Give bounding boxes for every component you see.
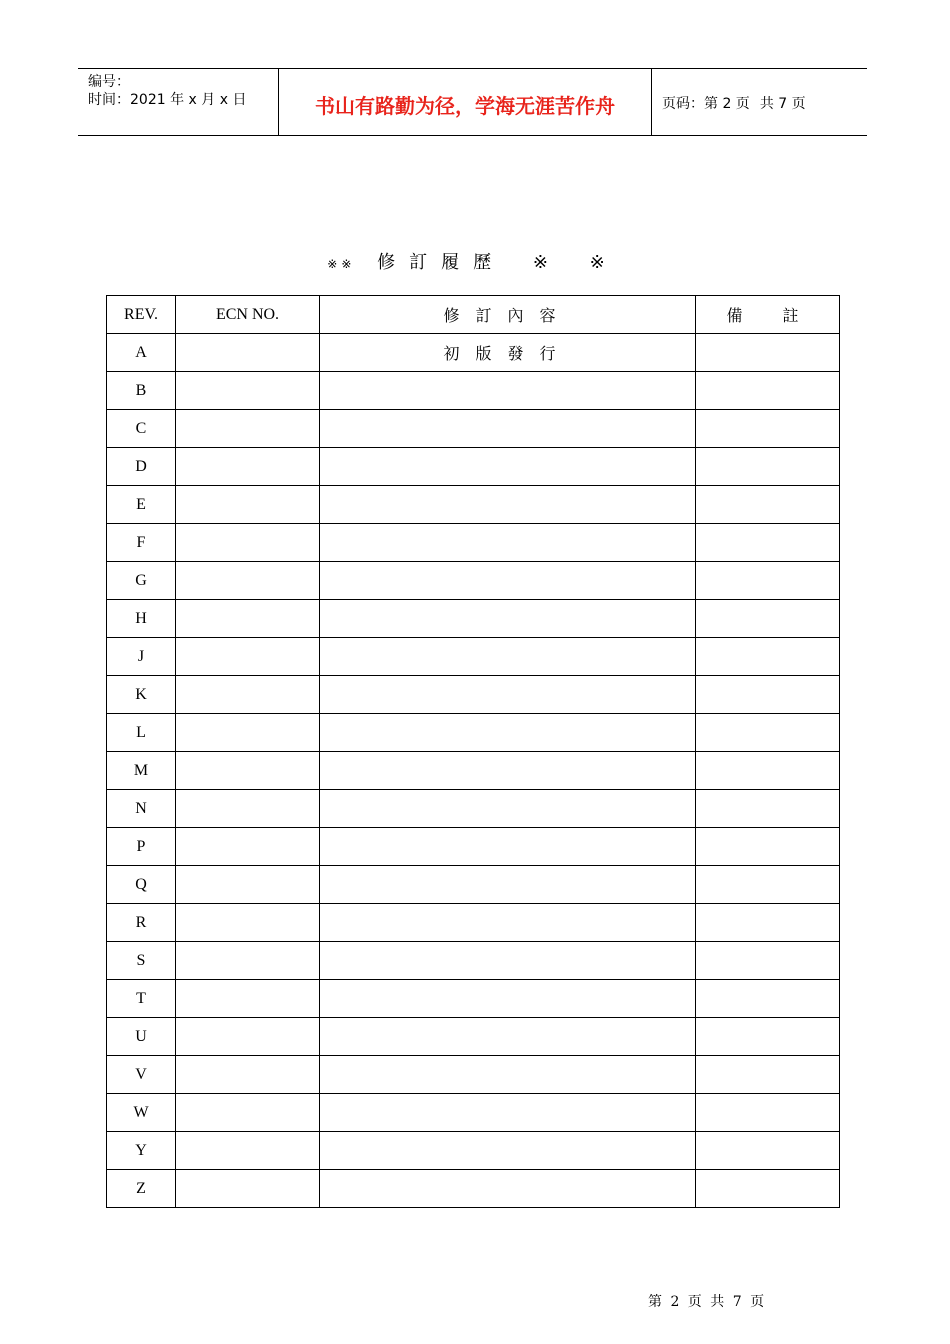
header-page-info bbox=[652, 69, 867, 135]
ecn-cell bbox=[176, 524, 320, 562]
note-cell bbox=[696, 600, 840, 638]
table-row bbox=[107, 790, 840, 828]
ecn-cell bbox=[176, 1094, 320, 1132]
content-cell bbox=[320, 1132, 696, 1170]
table-row bbox=[107, 676, 840, 714]
ecn-cell bbox=[176, 562, 320, 600]
note-cell bbox=[696, 1018, 840, 1056]
rev-cell: D bbox=[107, 448, 176, 486]
content-cell bbox=[320, 866, 696, 904]
note-cell bbox=[696, 1132, 840, 1170]
rev-cell: Q bbox=[107, 866, 176, 904]
table-row bbox=[107, 714, 840, 752]
document-number-label: 编号： bbox=[88, 74, 130, 90]
note-cell bbox=[696, 676, 840, 714]
table-row bbox=[107, 1132, 840, 1170]
ecn-cell bbox=[176, 752, 320, 790]
note-cell bbox=[696, 1056, 840, 1094]
table-row bbox=[107, 1018, 840, 1056]
ecn-cell bbox=[176, 334, 320, 372]
note-cell bbox=[696, 752, 840, 790]
table-row bbox=[107, 866, 840, 904]
note-cell bbox=[696, 904, 840, 942]
note-cell bbox=[696, 638, 840, 676]
rev-cell: E bbox=[107, 486, 176, 524]
table-row bbox=[107, 486, 840, 524]
content-cell bbox=[320, 638, 696, 676]
note-cell bbox=[696, 372, 840, 410]
rev-cell: K bbox=[107, 676, 176, 714]
ecn-cell bbox=[176, 638, 320, 676]
content-cell bbox=[320, 790, 696, 828]
ecn-cell bbox=[176, 828, 320, 866]
header-revision-content: 修訂內容 bbox=[320, 296, 696, 334]
table-row bbox=[107, 980, 840, 1018]
note-cell bbox=[696, 1170, 840, 1208]
content-cell bbox=[320, 714, 696, 752]
header-ecn-no: ECN NO. bbox=[176, 296, 320, 334]
content-cell bbox=[320, 828, 696, 866]
page-footer: 第 2 页 共 7 页 bbox=[648, 1294, 765, 1310]
rev-cell: C bbox=[107, 410, 176, 448]
content-cell bbox=[320, 562, 696, 600]
table-row bbox=[107, 1170, 840, 1208]
header-meta bbox=[78, 69, 279, 135]
content-cell bbox=[320, 1170, 696, 1208]
rev-cell: G bbox=[107, 562, 176, 600]
ecn-cell bbox=[176, 904, 320, 942]
table-row bbox=[107, 1094, 840, 1132]
content-cell bbox=[320, 448, 696, 486]
title-mark-left: ※※ bbox=[327, 257, 356, 271]
note-cell bbox=[696, 448, 840, 486]
ecn-cell bbox=[176, 486, 320, 524]
table-row bbox=[107, 942, 840, 980]
note-cell bbox=[696, 866, 840, 904]
ecn-cell bbox=[176, 866, 320, 904]
content-cell bbox=[320, 752, 696, 790]
content-cell bbox=[320, 1018, 696, 1056]
note-cell bbox=[696, 828, 840, 866]
content-cell: 初版發行 bbox=[320, 334, 696, 372]
table-row bbox=[107, 372, 840, 410]
header-slogan: 书山有路勤为径，学海无涯苦作舟 bbox=[279, 69, 652, 135]
note-cell bbox=[696, 562, 840, 600]
revision-rows bbox=[107, 334, 840, 1208]
note-cell bbox=[696, 334, 840, 372]
content-cell bbox=[320, 600, 696, 638]
header-remarks: 備註 bbox=[696, 296, 840, 334]
ecn-cell bbox=[176, 790, 320, 828]
rev-cell: V bbox=[107, 1056, 176, 1094]
ecn-cell bbox=[176, 1056, 320, 1094]
table-row bbox=[107, 448, 840, 486]
rev-cell: R bbox=[107, 904, 176, 942]
note-cell bbox=[696, 486, 840, 524]
ecn-cell bbox=[176, 372, 320, 410]
ecn-cell bbox=[176, 714, 320, 752]
rev-cell: S bbox=[107, 942, 176, 980]
header-page-number: 页码：第 2 页 bbox=[662, 96, 750, 112]
revision-history-table bbox=[106, 295, 840, 1208]
rev-cell: B bbox=[107, 372, 176, 410]
rev-cell: Y bbox=[107, 1132, 176, 1170]
rev-cell: Z bbox=[107, 1170, 176, 1208]
ecn-cell bbox=[176, 1132, 320, 1170]
table-row bbox=[107, 410, 840, 448]
content-cell bbox=[320, 486, 696, 524]
header-rev: REV. bbox=[107, 296, 176, 334]
ecn-cell bbox=[176, 1170, 320, 1208]
note-cell bbox=[696, 942, 840, 980]
document-header bbox=[78, 68, 867, 136]
content-cell bbox=[320, 676, 696, 714]
ecn-cell bbox=[176, 600, 320, 638]
header-page-total: 共 7 页 bbox=[759, 96, 806, 112]
title-mark-right: ※ ※ bbox=[532, 252, 623, 273]
page-title bbox=[0, 248, 950, 274]
rev-cell: N bbox=[107, 790, 176, 828]
note-cell bbox=[696, 790, 840, 828]
rev-cell: M bbox=[107, 752, 176, 790]
content-cell bbox=[320, 372, 696, 410]
rev-cell: L bbox=[107, 714, 176, 752]
table-row bbox=[107, 562, 840, 600]
ecn-cell bbox=[176, 942, 320, 980]
table-row bbox=[107, 334, 840, 372]
table-header-row bbox=[107, 296, 840, 334]
content-cell bbox=[320, 1094, 696, 1132]
table-row bbox=[107, 752, 840, 790]
rev-cell: A bbox=[107, 334, 176, 372]
table-row bbox=[107, 638, 840, 676]
rev-cell: F bbox=[107, 524, 176, 562]
ecn-cell bbox=[176, 980, 320, 1018]
table-row bbox=[107, 600, 840, 638]
note-cell bbox=[696, 524, 840, 562]
content-cell bbox=[320, 524, 696, 562]
content-cell bbox=[320, 1056, 696, 1094]
content-cell bbox=[320, 942, 696, 980]
note-cell bbox=[696, 714, 840, 752]
ecn-cell bbox=[176, 448, 320, 486]
note-cell bbox=[696, 410, 840, 448]
content-cell bbox=[320, 410, 696, 448]
table-row bbox=[107, 524, 840, 562]
ecn-cell bbox=[176, 1018, 320, 1056]
table-row bbox=[107, 828, 840, 866]
ecn-cell bbox=[176, 676, 320, 714]
content-cell bbox=[320, 904, 696, 942]
ecn-cell bbox=[176, 410, 320, 448]
table-row bbox=[107, 1056, 840, 1094]
rev-cell: U bbox=[107, 1018, 176, 1056]
content-cell bbox=[320, 980, 696, 1018]
rev-cell: T bbox=[107, 980, 176, 1018]
rev-cell: J bbox=[107, 638, 176, 676]
rev-cell: H bbox=[107, 600, 176, 638]
table-row bbox=[107, 904, 840, 942]
note-cell bbox=[696, 980, 840, 1018]
rev-cell: P bbox=[107, 828, 176, 866]
title-text: 修訂履歷 bbox=[377, 252, 506, 273]
rev-cell: W bbox=[107, 1094, 176, 1132]
note-cell bbox=[696, 1094, 840, 1132]
document-date-label: 时间：2021 年 x 月 x 日 bbox=[88, 92, 247, 108]
